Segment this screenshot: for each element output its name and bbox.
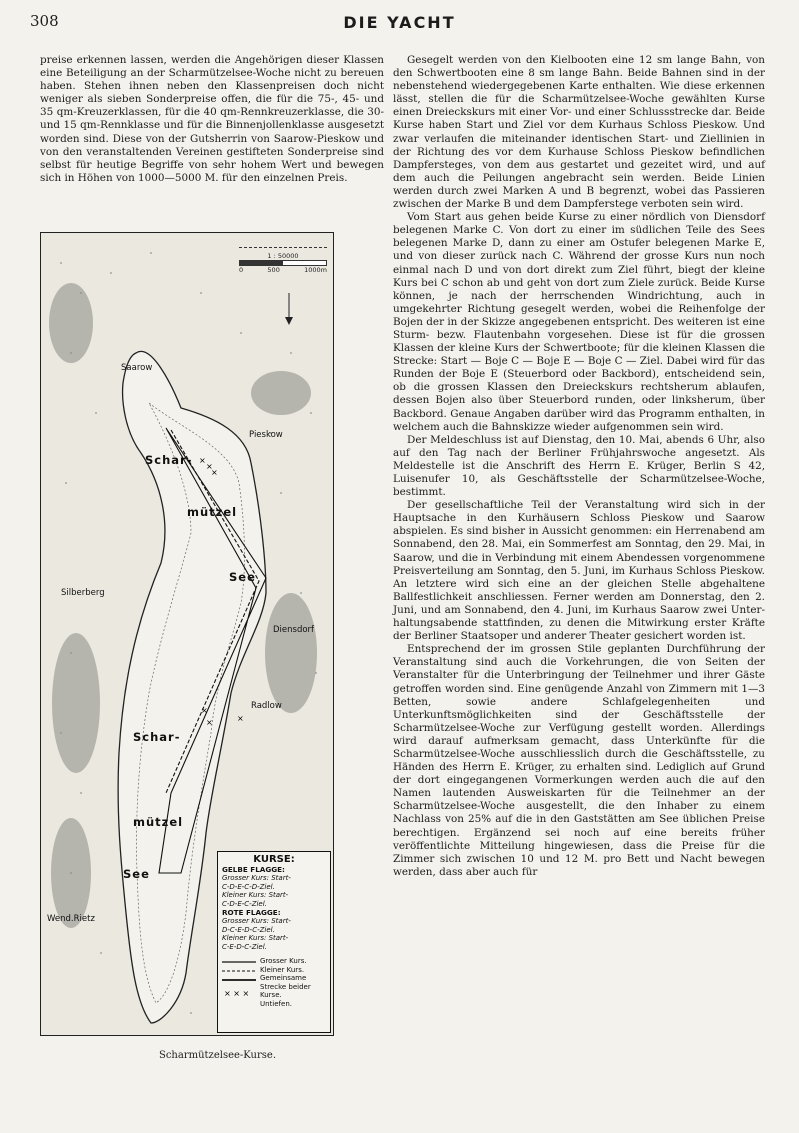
right-column <box>393 54 765 879</box>
lake-label: See <box>123 867 150 881</box>
legend-title: KURSE: <box>253 854 295 865</box>
svg-text:×: × <box>199 456 206 465</box>
legend-line-samples <box>222 958 258 998</box>
lake-label: mützel <box>133 815 184 829</box>
legend-red-small: Kleiner Kurs: Start- C-E-D-C-Ziel. <box>222 934 289 951</box>
map-legend <box>217 851 331 1033</box>
svg-text:×: × <box>211 468 218 477</box>
legend-red-large: Grosser Kurs: Start- D-C-E-D-C-Ziel. <box>222 917 291 934</box>
svg-text:×: × <box>237 714 244 723</box>
legend-key-common: Gemeinsame Strecke beider Kurse. <box>260 974 311 999</box>
lake-label: Schar- <box>145 453 193 467</box>
paragraph: Gesegelt werden von den Kielbooten eine 12 sm lange Bahn, von den Schwertbooten eine 8 sm lange Bahn. Beide Bahnen sind in der nebenstehend wiedergegebenen Karte enthalten. Wie diese erkennen lässt, stellen die für die Scharmützelsee-Woche gewählten Kurse einen Dreieckskurs mit einer Vor- und einer Schlussstrecke dar. Beide Kurse haben Start und Ziel vor dem Kurhaus Schloss Pieskow. Und zwar verlaufen die miteinander identischen Start- und Ziellinien in der Richtung des vor dem Kurhause Schloss Pieskow befindlichen Dampfersteges, von dem aus gestartet und gezeitet wird, und auf dem auch die Peilungen angebracht sein werden. Beide Linien werden durch zwei Marken A und B begrenzt, wobei das Passieren zwischen der Marke B und dem Dampferstege verboten sein wird. <box>393 54 765 211</box>
svg-text:×: × <box>206 462 213 471</box>
paragraph: Vom Start aus gehen beide Kurse zu einer nördlich von Diensdorf belegenen Marke C. Von dort zu einer im südlichen Teile des Sees belegenen Marke D, dann zu einer am Ostufer belegenen Marke E, und von dieser zurück nach C. Während der grosse Kurs nun noch einmal nach D und von dort direkt zum Ziel führt, biegt der kleine Kurs bei C schon ab und geht von dort zum Ziele zurück. Beide Kurse können, je nach der herrschenden Windrichtung, auch in umgekehrter Richtung gesegelt werden, wobei die Reihenfolge der Bojen der in der Skizze angegebenen entspricht. Des weiteren ist eine Sturm- bezw. Flautenbahn vorgesehen. Diese ist für die grossen Klassen der kleine Kurs der Schwertboote; für die kleinen Klassen die Strecke: Start — Boje C — Boje E — Boje C — Ziel. Dabei wird für das Runden der Boje E (Steuerbord oder Backbord), entscheidend sein, ob die grossen Klassen den Dreieckskurs rechtsherum ablaufen, dessen Bojen also über Steuerbord runden, oder linksherum, über Backbord. Genaue Angaben darüber wird das Programm enthalten, in welchem auch die Bahnskizze wieder aufgenommen sein wird. <box>393 211 765 433</box>
legend-red-flag: ROTE FLAGGE: <box>222 908 281 917</box>
left-column <box>40 54 384 185</box>
place-wend-rietz: Wend.Rietz <box>47 914 95 924</box>
svg-text:×: × <box>201 706 208 715</box>
paragraph: preise erkennen lassen, werden die Angehörigen dieser Klassen eine Beteiligung an der Scharmützelsee-Woche nicht zu bereuen haben. Stehen ihnen neben den Klassenpreisen doch nicht weniger als sieben Sonderpreise offen, die für die 75-, 45- und 35 qm-Kreuzerklassen, für die 40 qm-Rennkreuzerklasse, die 30- und 15 qm-Rennklasse und für die Binnenjollenklasse ausgesetzt worden sind. Diese von der Gutsherrin von Saarow-Pieskow und von den veranstaltenden Vereinen gestifteten Sonderpreise sind selbst für heutige Begriffe von sehr hohem Wert und bewegen sich in Höhen von 1000—5000 M. für den einzelnen Preis. <box>40 54 384 184</box>
map-caption: Scharmützelsee-Kurse. <box>158 1050 276 1061</box>
legend-yellow-large: Grosser Kurs: Start- C-D-E-C-D-Ziel. <box>222 874 291 891</box>
place-silberberg: Silberberg <box>61 588 105 598</box>
legend-yellow-small: Kleiner Kurs: Start- C-D-E-C-Ziel. <box>222 891 289 908</box>
page-number: 308 <box>30 12 59 30</box>
paragraph: Entsprechend der im grossen Stile geplanten Durchführung der Veranstaltung sind auch die Vorkehrungen, die von Seiten der Veranstalter für die Unterbringung der Teilnehmer und ihrer Gäste getroffen worden sind. Eine genügende Anzahl von Zimmern mit 1—3 Betten, sowie andere Schlafgelegenheiten und Unterkunftsmöglichkeiten sind der Geschäftsstelle der Scharmützelsee-Woche zur Verfügung gestellt worden. Allerdings wird darauf aufmerksam gemacht, dass Unterkünfte für die Scharmützelsee-Woche ausschliesslich durch die Geschäftsstelle, zu Händen des Herrn E. Krüger, zu erhalten sind. Lediglich auf Grund der dort eingegangenen Vormerkungen werden auch die auf den Namen lautenden Ausweiskarten für die Teilnehmer an der Scharmützelsee-Woche ausgestellt, die den Inhaber zu einem Nachlass von 25% auf die in den Gaststätten am See üblichen Preise berechtigen. Ergänzend sei noch auf eine bereits früher veröffentlichte Mitteilung hingewiesen, dass die Preise für die Zimmer sich zwischen 10 und 12 M. pro Bett und Nacht bewegen werden, dass aber auch für <box>393 643 765 878</box>
place-pieskow: Pieskow <box>249 430 283 440</box>
place-radlow: Radlow <box>251 701 282 711</box>
svg-text:×: × <box>206 718 213 727</box>
scale-mid: 500 <box>267 266 280 274</box>
scale-ratio: 1 : 50000 <box>267 252 299 260</box>
legend-yellow-flag: GELBE FLAGGE: <box>222 865 285 874</box>
lake-label: mützel <box>187 505 238 519</box>
legend-key-large: Grosser Kurs. <box>260 957 307 965</box>
paragraph: Der Meldeschluss ist auf Dienstag, den 10. Mai, abends 6 Uhr, also auf den Tag nach der Berliner Frühjahrswoche angesetzt. Als Meldestelle ist die Anschrift des Herrn E. Krüger, Berlin S 42, Luisenufer 10, als Geschäftsstelle der Scharmützelsee-Woche, bestimmt. <box>393 433 765 499</box>
lake-label: Schar- <box>133 730 181 744</box>
scale-bar <box>239 237 327 289</box>
place-diensdorf: Diensdorf <box>273 625 315 635</box>
lake-map <box>40 232 334 1036</box>
scale-right: 1000m <box>304 266 327 274</box>
scale-left: 0 <box>239 266 244 274</box>
svg-text:× × ×: × × × <box>224 989 250 998</box>
running-head: DIE YACHT <box>343 13 456 32</box>
legend-key-small: Kleiner Kurs. <box>260 965 305 974</box>
paragraph: Der gesellschaftliche Teil der Veranstaltung wird sich in der Hauptsache in den Kurhäusern Schloss Pieskow und Saarow abspielen. Es sind bisher in Aussicht genommen: ein Herrenabend am Sonnabend, den 28. Mai, ein Sommerfest am Sonntag, den 29. Mai, in Saarow, und die in Verbindung mit einem Abendessen vorgenommene Preisverteilung am Sonntag, den 5. Juni, im Kurhaus Schloss Pieskow. An letztere wird sich eine an der gleichen Stelle abgehaltene Ballfestlichkeit anschliessen. Ferner werden am Donnerstag, den 2. Juni, und am Sonnabend, den 4. Juni, im Kurhaus Saarow zwei Unterhaltungsabende stattfinden, zu denen die Mitwirkung erster Kräfte der Berliner Staatsoper und anderer Theater gesichert worden ist. <box>393 499 765 643</box>
legend-key-shoals: Untiefen. <box>260 999 292 1008</box>
place-saarow: Saarow <box>121 363 153 373</box>
lake-label: See <box>229 570 256 584</box>
